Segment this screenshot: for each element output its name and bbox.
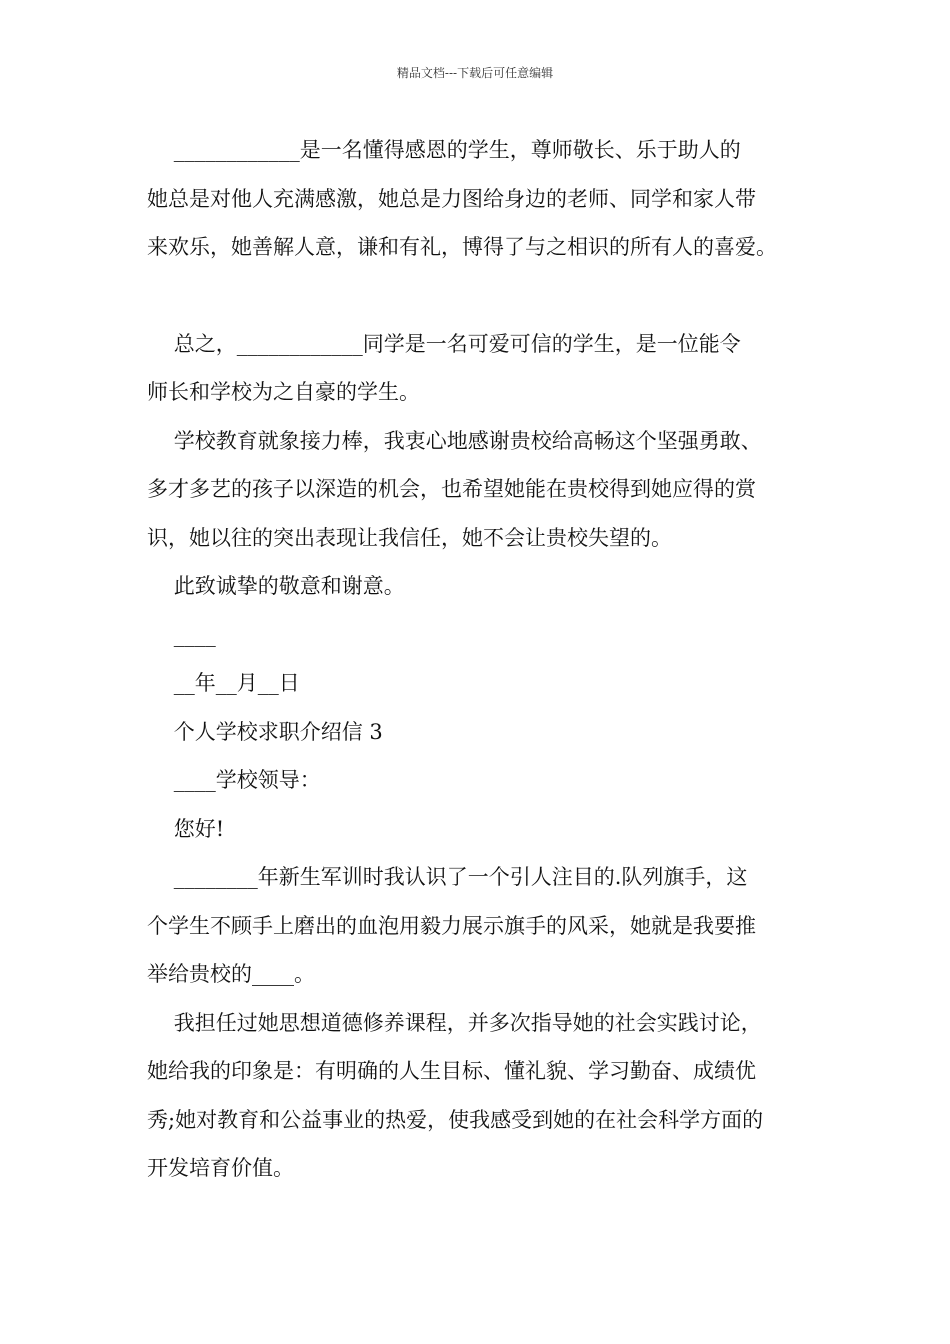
paragraph-line: 个学生不顾手上磨出的血泡用毅力展示旗手的风采，她就是我要推 <box>147 913 756 938</box>
paragraph-line: 学校教育就象接力棒，我衷心地感谢贵校给高畅这个坚强勇敢、 <box>147 428 762 453</box>
document-body <box>147 126 827 1193</box>
paragraph-line: 她给我的印象是：有明确的人生目标、懂礼貌、学习勤奋、成绩优 <box>147 1059 756 1083</box>
salutation-line: ____学校领导： <box>147 768 321 792</box>
paragraph-line: 举给贵校的____。 <box>147 962 315 986</box>
paragraph-line: 来欢乐，她善解人意，谦和有礼，博得了与之相识的所有人的喜爱。 <box>147 235 777 259</box>
paragraph-line: 开发培育价值。 <box>147 1156 294 1180</box>
paragraph-line: 师长和学校为之自豪的学生。 <box>147 380 420 404</box>
paragraph-line: 秀;她对教育和公益事业的热爱，使我感受到她的在社会科学方面的 <box>147 1107 764 1132</box>
closing-line: 此致诚挚的敬意和谢意。 <box>147 574 405 598</box>
paragraph-line: 多才多艺的孩子以深造的机会，也希望她能在贵校得到她应得的赏 <box>147 477 756 501</box>
greeting-line: 您好! <box>147 816 225 841</box>
paragraph-line: 我担任过她思想道德修养课程，并多次指导她的社会实践讨论， <box>147 1010 762 1035</box>
paragraph-line: 识，她以往的突出表现让我信任，她不会让贵校失望的。 <box>147 525 672 550</box>
page-header: 精品文档---下载后可任意编辑 <box>396 66 554 80</box>
paragraph-line: ________年新生军训时我认识了一个引人注目的.队列旗手，这 <box>147 865 748 889</box>
paragraph-line: 她总是对他人充满感激，她总是力图给身边的老师、同学和家人带 <box>147 186 756 211</box>
paragraph-line: 总之，____________同学是一名可爱可信的学生，是一位能令 <box>147 331 741 356</box>
paragraph-line: ____________是一名懂得感恩的学生，尊师敬长、乐于助人的 <box>147 138 741 162</box>
date-line: __年__月__日 <box>147 671 300 695</box>
paragraph-gap <box>147 272 827 320</box>
signature-blank: ____ <box>147 622 216 647</box>
section-title: 个人学校求职介绍信 3 <box>147 719 383 744</box>
